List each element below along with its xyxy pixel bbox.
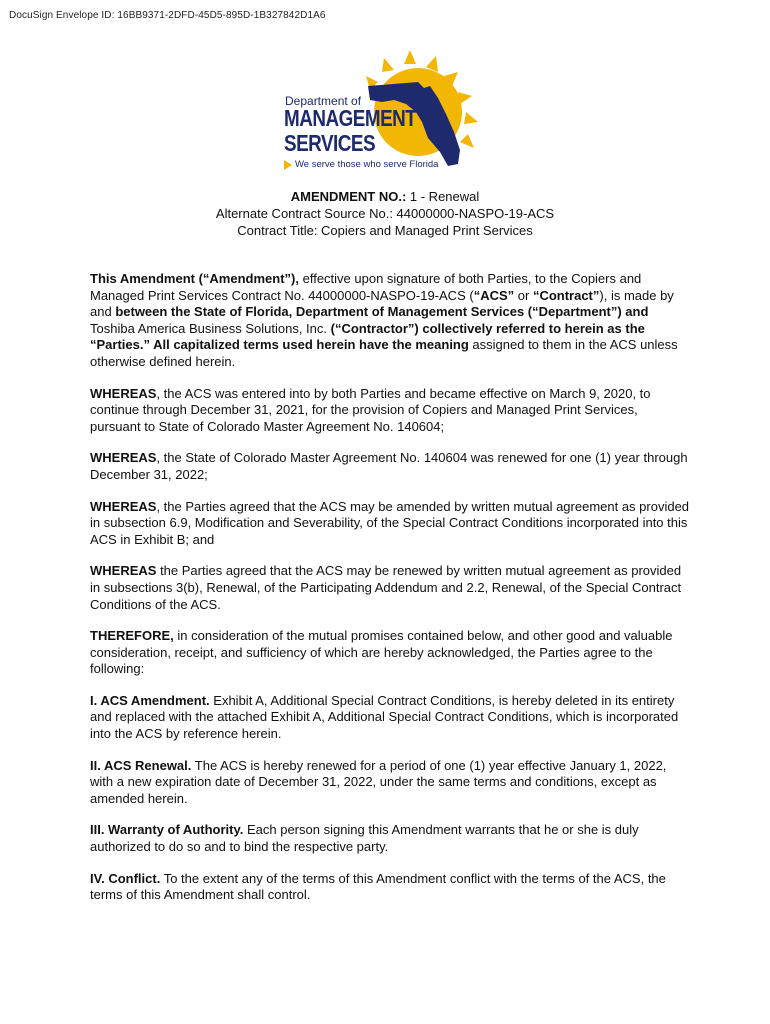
logo-department-of: Department of (285, 94, 362, 108)
section-warranty-of-authority (90, 822, 690, 855)
therefore-paragraph (90, 628, 690, 678)
section-text: Exhibit A, Additional Special Contract Conditions, is hereby deleted in its entirety and replaced with the attached Exhibit A, Additional Special Contract Conditions, which is incorporated into the ACS by reference herein. (90, 692, 679, 742)
dms-logo (278, 42, 488, 174)
intro-text-9: (“Contractor”) collectively referred to herein as the “Parties.” All capitalized terms used herein have the meaning (90, 320, 645, 353)
contract-title-line: Contract Title: Copiers and Managed Print Services (237, 223, 533, 238)
section-conflict (90, 871, 690, 904)
whereas-label: WHEREAS (90, 563, 157, 579)
docusign-envelope-id: DocuSign Envelope ID: 16BB9371-2DFD-45D5-895D-1B327842D1A6 (9, 10, 326, 21)
intro-text-3: “ACS” (473, 287, 515, 303)
section-acs-amendment (90, 693, 690, 743)
logo-tagline-text: We serve those who serve Florida (295, 159, 439, 170)
whereas-text: , the State of Colorado Master Agreement No. 140604 was renewed for one (1) year through December 31, 2022; (90, 450, 688, 482)
intro-text-2: effective upon signature of both Parties, to the Copiers and Managed Print Services Contract No. 44000000-NASPO-19-ACS ( (90, 271, 642, 303)
acs-number-line: Alternate Contract Source No.: 44000000-NASPO-19-ACS (215, 206, 555, 221)
amendment-value: 1 - Renewal (406, 189, 480, 204)
section-text: The ACS is hereby renewed for a period of one (1) year effective January 1, 2022, with a new expiration date of December 31, 2022, under the same terms and conditions, except as amended herein. (90, 757, 667, 806)
intro-text-5: “Contract” (532, 287, 600, 303)
whereas-paragraph-4 (90, 563, 690, 613)
section-label: I. ACS Amendment. (90, 692, 210, 708)
play-triangle-icon (284, 160, 292, 170)
whereas-label: WHEREAS (90, 385, 157, 401)
therefore-label: THEREFORE, (90, 628, 174, 644)
whereas-text: , the ACS was entered into by both Parties and became effective on March 9, 2020, to continue through December 31, 2021, for the provision of Copiers and Managed Print Services, pursuant to State of Colorado Master Agreement No. 140604; (90, 385, 651, 434)
section-text: Each person signing this Amendment warrants that he or she is duly authorized to do so and to bind the respective party. (90, 822, 639, 855)
logo-management: MANAGEMENT (284, 105, 417, 131)
section-text: To the extent any of the terms of this Amendment conflict with the terms of the ACS, the terms of this Amendment shall control. (90, 870, 666, 903)
intro-text-6: ), is made by and (90, 287, 674, 320)
section-label: IV. Conflict. (90, 870, 161, 886)
whereas-label: WHEREAS (90, 450, 157, 466)
intro-text-10: assigned to them in the ACS unless otherwise defined herein. (90, 337, 678, 369)
logo-services: SERVICES (284, 130, 376, 156)
whereas-label: WHEREAS (90, 498, 157, 514)
logo-tagline (284, 159, 438, 170)
whereas-paragraph-3 (90, 499, 690, 549)
amendment-label: AMENDMENT NO.: (290, 189, 407, 204)
document-body (90, 271, 690, 919)
intro-text-1: This Amendment (“Amendment”), (90, 271, 303, 286)
section-label: II. ACS Renewal. (90, 757, 192, 773)
whereas-paragraph-1 (90, 386, 690, 436)
section-acs-renewal (90, 758, 690, 808)
intro-text-8: Toshiba America Business Solutions, Inc. (90, 320, 331, 336)
amendment-number-line (0, 188, 770, 205)
therefore-text: in consideration of the mutual promises contained below, and other good and valuable consideration, receipt, and sufficiency of which are hereby acknowledged, the Parties agree to the following: (90, 628, 673, 677)
whereas-text: the Parties agreed that the ACS may be renewed by written mutual agreement as provided in subsections 3(b), Renewal, of the Participating Addendum and 2.2, Renewal, of the Special Contract Conditions of the ACS. (90, 563, 682, 612)
whereas-paragraph-2 (90, 450, 690, 483)
document-header (0, 188, 770, 239)
intro-text-7: between the State of Florida, Department of Management Services (“Department”) and (115, 304, 649, 320)
intro-text-4: or (514, 287, 533, 303)
whereas-text: , the Parties agreed that the ACS may be amended by written mutual agreement as provided in subsection 6.9, Modification and Severability, of the Special Contract Conditions incorporated into this ACS in Exhibit B; and (90, 498, 690, 547)
amendment-intro-paragraph (90, 271, 690, 371)
section-label: III. Warranty of Authority. (90, 822, 244, 838)
